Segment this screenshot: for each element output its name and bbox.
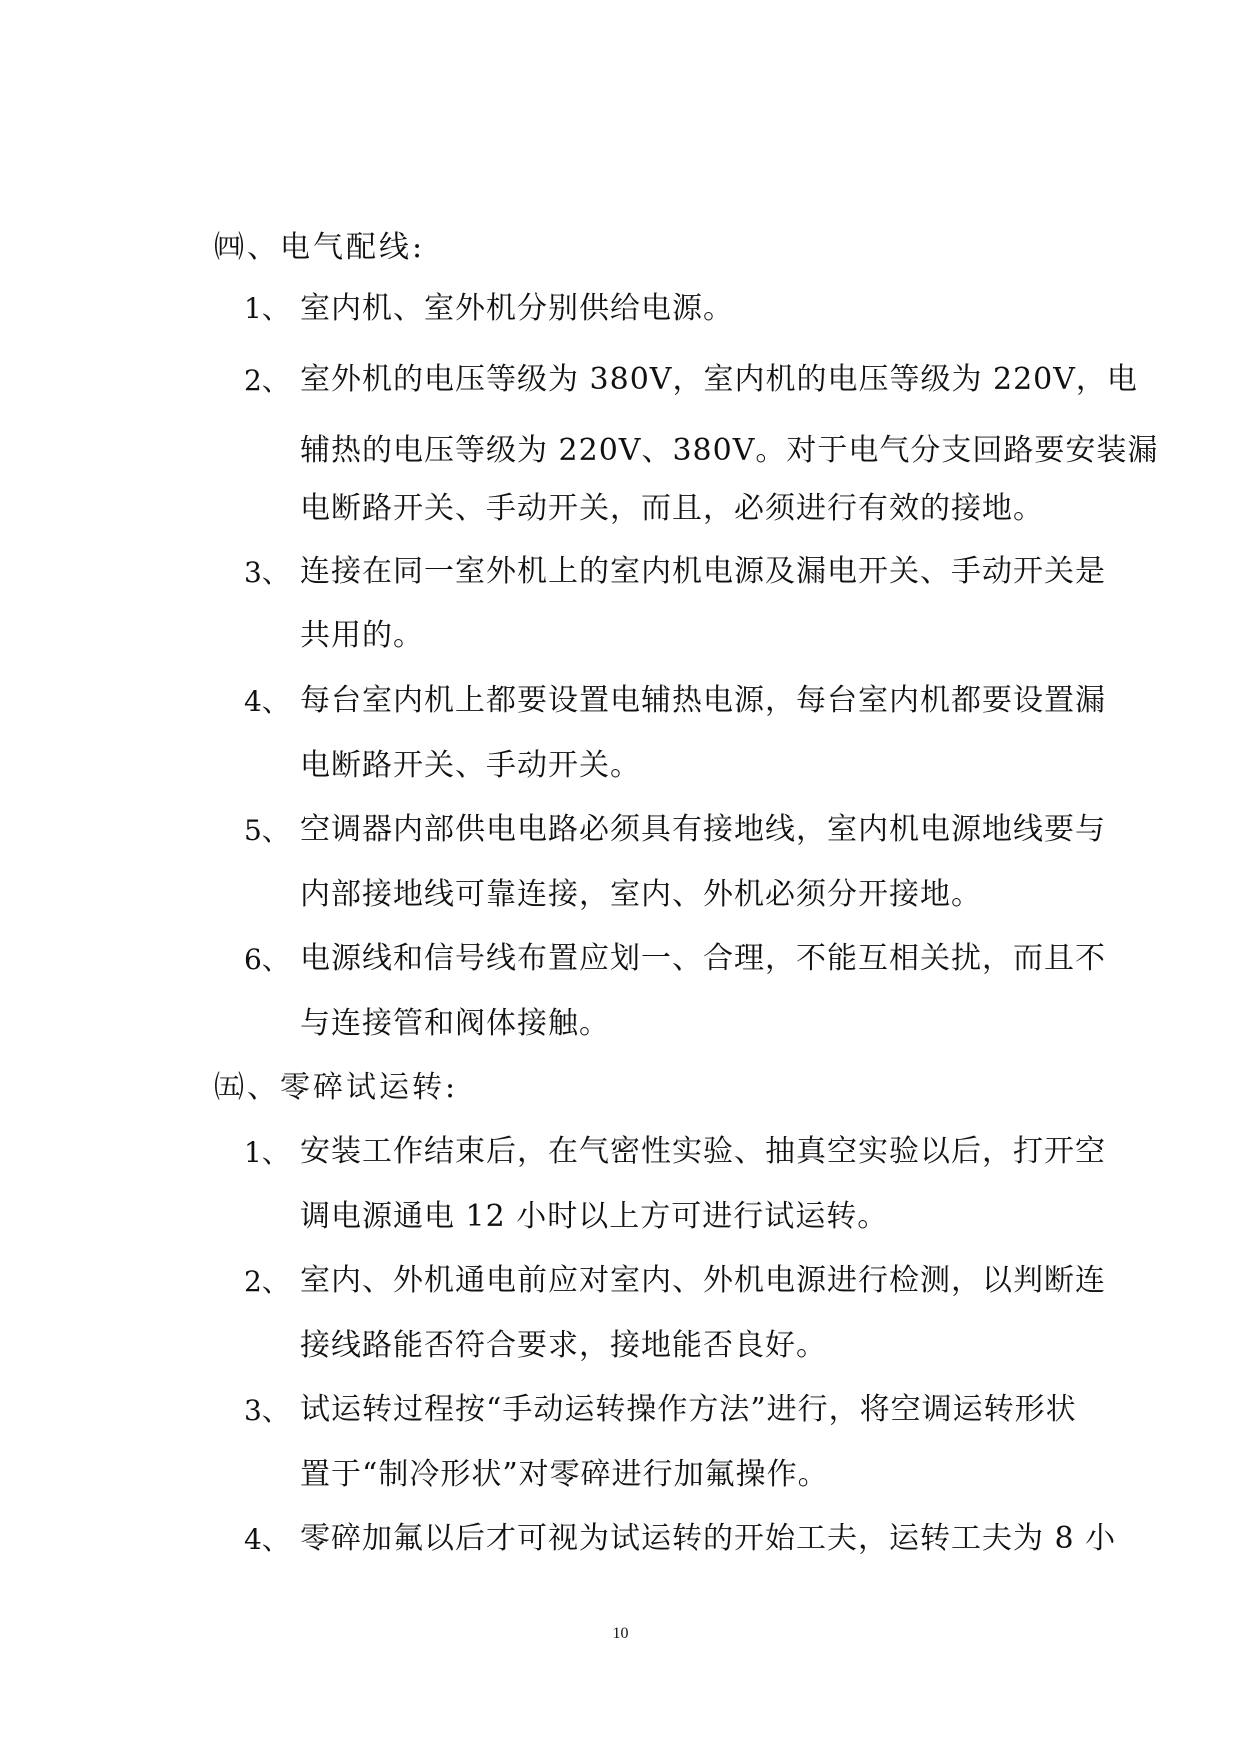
section-4-item-2-line-3: 电断路开关、手动开关，而且，必须进行有效的接地。 — [300, 491, 1044, 526]
section-5-item-2-number: 2、 — [244, 1265, 290, 1298]
section-4-item-5-number: 5、 — [244, 814, 290, 847]
section-5-item-2-line-1: 室内、外机通电前应对室内、外机电源进行检测，以判断连 — [300, 1263, 1106, 1298]
section-4-item-3-number: 3、 — [244, 556, 290, 589]
section-4-item-4-number: 4、 — [244, 685, 290, 718]
section-5-item-1-line-1: 安装工作结束后，在气密性实验、抽真空实验以后，打开空 — [300, 1134, 1106, 1169]
section-4-item-3-line-1: 连接在同一室外机上的室内机电源及漏电开关、手动开关是 — [300, 554, 1106, 589]
section-5-heading: ㈤、零碎试运转: — [214, 1070, 459, 1105]
section-4-item-4-line-2: 电断路开关、手动开关。 — [300, 748, 641, 783]
section-5-item-1-number: 1、 — [244, 1136, 290, 1169]
section-5-item-4-number: 4、 — [244, 1523, 290, 1556]
section-5-item-3-line-2: 置于“制冷形状”对零碎进行加氟操作。 — [300, 1457, 829, 1492]
section-4-item-6-number: 6、 — [244, 943, 290, 976]
section-5-item-2-line-2: 接线路能否符合要求，接地能否良好。 — [300, 1328, 827, 1363]
section-5-item-3-number: 3、 — [244, 1394, 290, 1427]
section-4-item-2-line-2: 辅热的电压等级为 220V、380V。对于电气分支回路要安装漏 — [300, 433, 1159, 468]
section-4-item-1-number: 1、 — [244, 292, 290, 325]
section-4-item-3-line-2: 共用的。 — [300, 618, 424, 653]
section-4-item-2-line-1: 室外机的电压等级为 380V，室内机的电压等级为 220V，电 — [300, 362, 1138, 397]
section-5-item-3-line-1: 试运转过程按“手动运转操作方法”进行，将空调运转形状 — [300, 1392, 1077, 1427]
section-5-item-1-line-2: 调电源通电 12 小时以上方可进行试运转。 — [300, 1199, 889, 1234]
section-4-item-1-line-1: 室内机、室外机分别供给电源。 — [300, 291, 734, 326]
section-4-item-5-line-2: 内部接地线可靠连接，室内、外机必须分开接地。 — [300, 877, 982, 912]
section-4-item-2-number: 2、 — [244, 364, 290, 397]
section-4-item-6-line-2: 与连接管和阀体接触。 — [300, 1006, 610, 1041]
section-4-item-5-line-1: 空调器内部供电电路必须具有接地线，室内机电源地线要与 — [300, 812, 1106, 847]
section-5-item-4-line-1: 零碎加氟以后才可视为试运转的开始工夫，运转工夫为 8 小 — [300, 1521, 1117, 1556]
section-4-heading: ㈣、电气配线: — [214, 230, 426, 265]
section-4-item-6-line-1: 电源线和信号线布置应划一、合理，不能互相关扰，而且不 — [300, 941, 1106, 976]
page-number: 10 — [612, 1625, 629, 1642]
section-4-item-4-line-1: 每台室内机上都要设置电辅热电源，每台室内机都要设置漏 — [300, 683, 1106, 718]
